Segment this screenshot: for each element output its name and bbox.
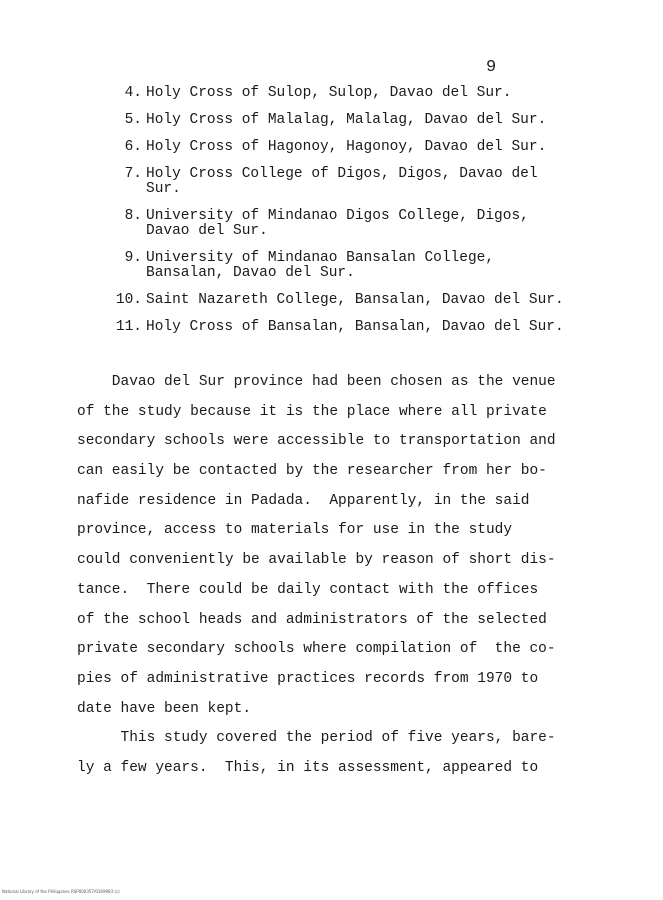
paragraph-line: tance. There could be daily contact with the offices	[77, 581, 539, 598]
list-item	[108, 86, 628, 101]
list-item-text: Holy Cross of Sulop, Sulop, Davao del Sur.	[146, 85, 512, 101]
paragraph-line: of the school heads and administrators of the selected	[77, 611, 547, 628]
list-item-number: 9.	[124, 250, 142, 266]
paragraph-line: date have been kept.	[77, 700, 252, 717]
paragraph-line: Davao del Sur province had been chosen as the venue	[77, 374, 556, 390]
paragraph-line: can easily be contacted by the researcher from her bo-	[77, 463, 547, 480]
list-item	[108, 251, 628, 281]
paragraph-line: private secondary schools where compilation of the co-	[77, 641, 556, 658]
list-item-text: Holy Cross of Hagonoy, Hagonoy, Davao del Sur.	[146, 139, 547, 155]
paragraph-line: of the study because it is the place where all private	[77, 403, 547, 420]
list-item	[108, 293, 628, 308]
paragraph-line: secondary schools were accessible to transportation and	[77, 433, 556, 450]
list-item-text: University of Mindanao Bansalan College, Bansalan, Davao del Sur.	[146, 250, 495, 281]
paragraph-line: This study covered the period of five years, bare-	[77, 730, 556, 747]
list-item-number: 6.	[124, 139, 142, 155]
list-item-text: Saint Nazareth College, Bansalan, Davao del Sur.	[146, 292, 564, 308]
body-text	[77, 368, 597, 784]
paragraph-line: province, access to materials for use in the study	[77, 522, 513, 539]
page-number: 9	[486, 58, 497, 77]
school-list	[108, 86, 628, 347]
paragraph-line: nafide residence in Padada. Apparently, in the said	[77, 492, 530, 509]
list-item-text: Holy Cross of Malalag, Malalag, Davao del Sur.	[146, 112, 547, 128]
paragraph-line: ly a few years. This, in its assessment, appeared to	[77, 759, 539, 776]
list-item-number: 10.	[115, 292, 142, 308]
list-item-text: Holy Cross College of Digos, Digos, Davao del Sur.	[146, 166, 538, 197]
paragraph-line: pies of administrative practices records from 1970 to	[77, 670, 539, 687]
list-item-number: 8.	[124, 208, 142, 224]
list-item	[108, 209, 628, 239]
list-item	[108, 140, 628, 155]
list-item-number: 11.	[115, 319, 142, 335]
list-item-text: Holy Cross of Bansalan, Bansalan, Davao del Sur.	[146, 319, 564, 335]
list-item-text: University of Mindanao Digos College, Digos, Davao del Sur.	[146, 208, 529, 239]
footer-attribution: National Library of the Philippines RSP000357/0169983 (c)	[2, 889, 120, 894]
list-item-number: 4.	[124, 85, 142, 101]
list-item-number: 5.	[124, 112, 142, 128]
list-item-number: 7.	[124, 166, 142, 182]
list-item	[108, 113, 628, 128]
paragraph-line: could conveniently be available by reason of short dis-	[77, 552, 556, 569]
list-item	[108, 320, 628, 335]
list-item	[108, 167, 628, 197]
